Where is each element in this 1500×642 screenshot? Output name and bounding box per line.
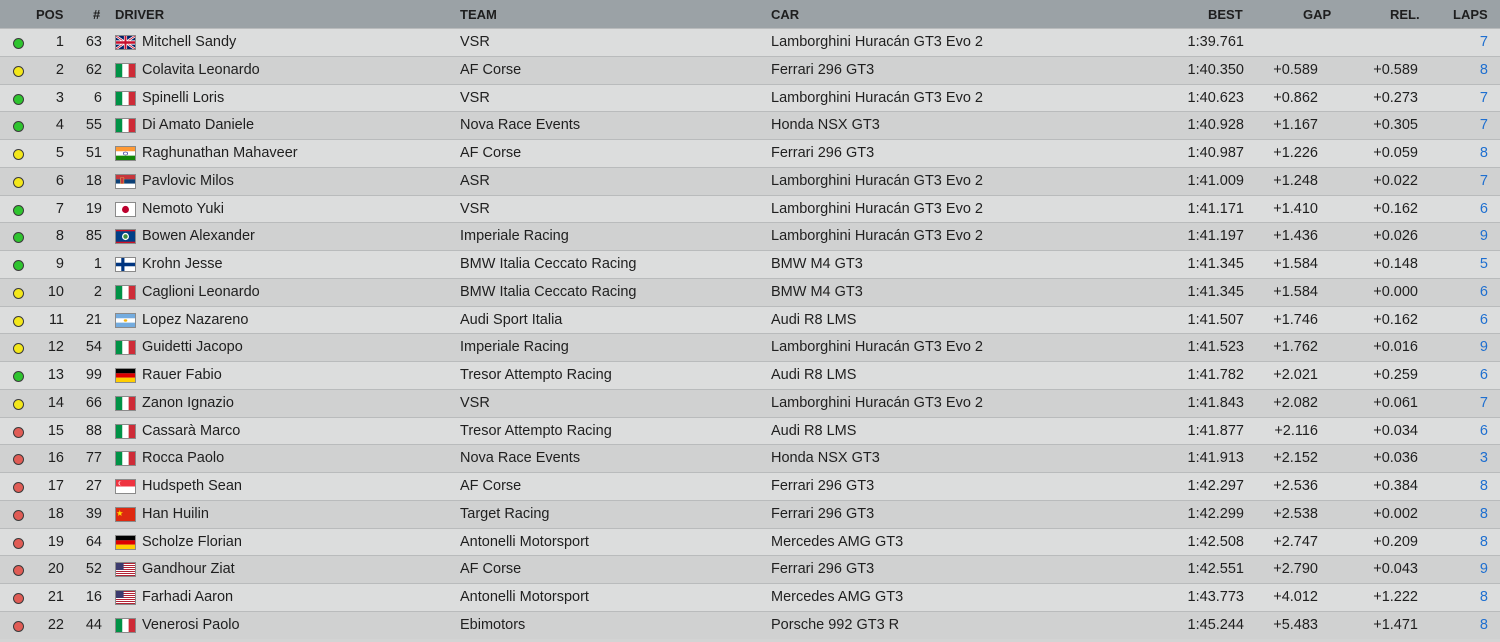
laps[interactable]: 7	[1479, 34, 1488, 50]
car-number: 39	[85, 505, 102, 522]
team-name: AF Corse	[460, 61, 522, 78]
position: 10	[47, 283, 64, 300]
position: 22	[47, 616, 64, 633]
status-dot	[13, 565, 24, 576]
best-lap: 1:42.297	[1187, 478, 1244, 494]
car-number: 99	[85, 367, 102, 383]
team-name: Nova Race Events	[460, 117, 581, 134]
team-name: Ebimotors	[460, 616, 526, 633]
table-row[interactable]	[0, 84, 1500, 112]
relative-gap: +0.148	[1373, 256, 1418, 272]
laps[interactable]: 6	[1479, 422, 1488, 439]
laps[interactable]: 9	[1479, 339, 1488, 356]
position: 17	[47, 478, 64, 494]
header-driver[interactable]: DRIVER	[115, 7, 165, 22]
position: 8	[55, 228, 64, 245]
laps[interactable]: 8	[1479, 145, 1488, 161]
car-number: 1	[93, 256, 102, 272]
best-lap: 1:39.761	[1187, 34, 1244, 50]
best-lap: 1:41.843	[1187, 394, 1244, 411]
status-dot	[13, 205, 24, 216]
relative-gap: +0.034	[1373, 422, 1418, 439]
position: 1	[55, 34, 64, 50]
car-model: Honda NSX GT3	[771, 450, 880, 467]
gap: +1.746	[1273, 311, 1318, 328]
status-dot	[13, 38, 24, 49]
position: 18	[47, 505, 64, 522]
flag-jp-icon	[115, 202, 136, 217]
car-model: Audi R8 LMS	[771, 367, 857, 383]
position: 3	[55, 89, 64, 106]
car-model: Ferrari 296 GT3	[771, 561, 875, 578]
laps[interactable]: 6	[1479, 311, 1488, 328]
laps[interactable]: 7	[1479, 394, 1488, 411]
driver-name: Rauer Fabio	[142, 367, 222, 383]
position: 7	[55, 200, 64, 217]
relative-gap: +0.209	[1373, 533, 1418, 550]
best-lap: 1:40.987	[1187, 145, 1244, 161]
flag-fi-icon	[115, 257, 136, 272]
flag-in-icon	[115, 146, 136, 161]
position: 20	[47, 561, 64, 578]
flag-it-icon	[115, 91, 136, 106]
gap: +1.762	[1273, 339, 1318, 356]
table-row[interactable]	[0, 389, 1500, 417]
driver-name: Bowen Alexander	[142, 228, 255, 245]
position: 5	[55, 145, 64, 161]
relative-gap: +0.059	[1373, 145, 1418, 161]
gap: +1.167	[1273, 117, 1318, 134]
position: 16	[47, 450, 64, 467]
relative-gap: +0.061	[1373, 394, 1418, 411]
car-model: Porsche 992 GT3 R	[771, 616, 900, 633]
flag-it-icon	[115, 396, 136, 411]
laps[interactable]: 6	[1479, 200, 1488, 217]
gap: +2.790	[1273, 561, 1318, 578]
best-lap: 1:40.928	[1187, 117, 1244, 134]
gap: +0.589	[1273, 61, 1318, 78]
driver-name: Pavlovic Milos	[142, 172, 234, 189]
status-dot	[13, 121, 24, 132]
best-lap: 1:41.523	[1187, 339, 1244, 356]
car-model: Mercedes AMG GT3	[771, 533, 904, 550]
relative-gap: +0.036	[1373, 450, 1418, 467]
best-lap: 1:45.244	[1187, 616, 1244, 633]
laps[interactable]: 8	[1479, 61, 1488, 78]
relative-gap: +0.043	[1373, 561, 1418, 578]
relative-gap: +0.589	[1373, 61, 1418, 78]
table-row[interactable]	[0, 167, 1500, 195]
relative-gap: +0.273	[1373, 89, 1418, 106]
gap: +2.082	[1273, 394, 1318, 411]
car-model: BMW M4 GT3	[771, 256, 863, 272]
gap: +2.747	[1273, 533, 1318, 550]
driver-name: Krohn Jesse	[142, 256, 223, 272]
gap: +1.226	[1273, 145, 1318, 161]
table-row[interactable]	[0, 417, 1500, 445]
status-dot	[13, 94, 24, 105]
car-model: Ferrari 296 GT3	[771, 478, 875, 494]
team-name: Audi Sport Italia	[460, 311, 563, 328]
laps[interactable]: 7	[1479, 89, 1488, 106]
driver-name: Lopez Nazareno	[142, 311, 249, 328]
driver-name: Caglioni Leonardo	[142, 283, 260, 300]
flag-it-icon	[115, 618, 136, 633]
car-model: Audi R8 LMS	[771, 422, 857, 439]
position: 12	[47, 339, 64, 356]
position: 21	[47, 589, 64, 605]
best-lap: 1:41.171	[1187, 200, 1244, 217]
flag-bz-icon	[115, 229, 136, 244]
header-rel[interactable]: REL.	[1390, 7, 1420, 22]
relative-gap: +0.162	[1373, 200, 1418, 217]
driver-name: Han Huilin	[142, 505, 209, 522]
relative-gap: +0.002	[1373, 505, 1418, 522]
flag-it-icon	[115, 285, 136, 300]
car-model: BMW M4 GT3	[771, 283, 863, 300]
laps[interactable]: 7	[1479, 117, 1488, 134]
table-row[interactable]	[0, 444, 1500, 472]
position: 4	[55, 117, 64, 134]
position: 2	[55, 61, 64, 78]
best-lap: 1:42.508	[1187, 533, 1244, 550]
team-name: BMW Italia Ceccato Racing	[460, 256, 637, 272]
best-lap: 1:41.877	[1187, 422, 1244, 439]
car-number: 16	[85, 589, 102, 605]
car-number: 88	[85, 422, 102, 439]
team-name: Imperiale Racing	[460, 228, 569, 245]
header-number[interactable]: #	[93, 7, 101, 22]
team-name: Tresor Attempto Racing	[460, 422, 612, 439]
table-row[interactable]	[0, 306, 1500, 334]
car-number: 52	[85, 561, 102, 578]
flag-de-icon	[115, 535, 136, 550]
status-dot	[13, 260, 24, 271]
laps[interactable]: 8	[1479, 533, 1488, 550]
car-number: 55	[85, 117, 102, 134]
header-pos[interactable]: POS	[36, 7, 64, 22]
laps[interactable]: 9	[1479, 561, 1488, 578]
laps[interactable]: 7	[1479, 172, 1488, 189]
laps[interactable]: 6	[1479, 367, 1488, 383]
flag-it-icon	[115, 340, 136, 355]
gap: +2.538	[1273, 505, 1318, 522]
car-model: Ferrari 296 GT3	[771, 145, 875, 161]
car-model: Lamborghini Huracán GT3 Evo 2	[771, 34, 983, 50]
status-dot	[13, 177, 24, 188]
driver-name: Gandhour Ziat	[142, 561, 235, 578]
gap: +2.536	[1273, 478, 1318, 494]
team-name: AF Corse	[460, 561, 522, 578]
status-dot	[13, 621, 24, 632]
table-row[interactable]	[0, 555, 1500, 583]
table-row[interactable]	[0, 195, 1500, 223]
car-number: 19	[85, 200, 102, 217]
position: 15	[47, 422, 64, 439]
flag-it-icon	[115, 424, 136, 439]
team-name: Imperiale Racing	[460, 339, 569, 356]
car-number: 51	[85, 145, 102, 161]
car-number: 18	[85, 172, 102, 189]
car-model: Lamborghini Huracán GT3 Evo 2	[771, 89, 983, 106]
team-name: VSR	[460, 89, 490, 106]
table-row[interactable]	[0, 528, 1500, 556]
flag-ar-icon	[115, 313, 136, 328]
team-name: Target Racing	[460, 505, 550, 522]
position: 14	[47, 394, 64, 411]
gap: +1.248	[1273, 172, 1318, 189]
team-name: VSR	[460, 394, 490, 411]
best-lap: 1:42.299	[1187, 505, 1244, 522]
header-laps[interactable]: LAPS	[1453, 7, 1488, 22]
header-best[interactable]: BEST	[1208, 7, 1243, 22]
laps[interactable]: 6	[1479, 283, 1488, 300]
table-row[interactable]	[0, 333, 1500, 361]
laps[interactable]: 3	[1479, 450, 1488, 467]
driver-name: Zanon Ignazio	[142, 394, 234, 411]
driver-name: Mitchell Sandy	[142, 34, 237, 50]
best-lap: 1:41.345	[1187, 283, 1244, 300]
relative-gap: +0.026	[1373, 228, 1418, 245]
driver-name: Raghunathan Mahaveer	[142, 145, 298, 161]
header-team[interactable]: TEAM	[460, 7, 497, 22]
status-dot	[13, 427, 24, 438]
car-model: Honda NSX GT3	[771, 117, 880, 134]
position: 19	[47, 533, 64, 550]
table-row[interactable]	[0, 139, 1500, 167]
relative-gap: +1.471	[1373, 616, 1418, 633]
car-number: 27	[85, 478, 102, 494]
driver-name: Farhadi Aaron	[142, 589, 234, 605]
status-dot	[13, 538, 24, 549]
table-row[interactable]	[0, 111, 1500, 139]
team-name: ASR	[460, 172, 490, 189]
best-lap: 1:41.913	[1187, 450, 1244, 467]
best-lap: 1:40.350	[1187, 61, 1244, 78]
gap: +1.436	[1273, 228, 1318, 245]
car-model: Ferrari 296 GT3	[771, 61, 875, 78]
flag-de-icon	[115, 368, 136, 383]
team-name: BMW Italia Ceccato Racing	[460, 283, 637, 300]
position: 9	[55, 256, 64, 272]
status-dot	[13, 343, 24, 354]
status-dot	[13, 288, 24, 299]
best-lap: 1:42.551	[1187, 561, 1244, 578]
status-dot	[13, 66, 24, 77]
car-number: 77	[85, 450, 102, 467]
best-lap: 1:41.345	[1187, 256, 1244, 272]
gap: +2.021	[1273, 367, 1318, 383]
laps[interactable]: 8	[1479, 478, 1488, 494]
team-name: VSR	[460, 34, 490, 50]
car-number: 85	[85, 228, 102, 245]
table-row[interactable]	[0, 278, 1500, 306]
table-row[interactable]	[0, 28, 1500, 56]
status-dot	[13, 454, 24, 465]
flag-sg-icon	[115, 479, 136, 494]
driver-name: Colavita Leonardo	[142, 61, 260, 78]
table-row[interactable]	[0, 583, 1500, 611]
table-row[interactable]	[0, 472, 1500, 500]
car-model: Lamborghini Huracán GT3 Evo 2	[771, 172, 983, 189]
driver-name: Cassarà Marco	[142, 422, 241, 439]
table-row[interactable]	[0, 500, 1500, 528]
flag-rs-icon	[115, 174, 136, 189]
driver-name: Venerosi Paolo	[142, 616, 240, 633]
driver-name: Scholze Florian	[142, 533, 242, 550]
car-number: 62	[85, 61, 102, 78]
team-name: VSR	[460, 200, 490, 217]
gap: +0.862	[1273, 89, 1318, 106]
best-lap: 1:41.507	[1187, 311, 1244, 328]
car-number: 63	[85, 34, 102, 50]
table-row[interactable]	[0, 611, 1500, 639]
best-lap: 1:43.773	[1187, 589, 1244, 605]
driver-name: Di Amato Daniele	[142, 117, 255, 134]
flag-it-icon	[115, 63, 136, 78]
position: 13	[47, 367, 64, 383]
flag-gb-icon	[115, 35, 136, 50]
flag-it-icon	[115, 451, 136, 466]
car-number: 21	[85, 311, 102, 328]
car-number: 2	[93, 283, 102, 300]
driver-name: Rocca Paolo	[142, 450, 225, 467]
relative-gap: +0.259	[1373, 367, 1418, 383]
laps[interactable]: 9	[1479, 228, 1488, 245]
team-name: Antonelli Motorsport	[460, 533, 589, 550]
car-model: Lamborghini Huracán GT3 Evo 2	[771, 228, 983, 245]
flag-cn-icon	[115, 507, 136, 522]
relative-gap: +0.022	[1373, 172, 1418, 189]
relative-gap: +0.162	[1373, 311, 1418, 328]
best-lap: 1:41.782	[1187, 367, 1244, 383]
driver-name: Nemoto Yuki	[142, 200, 224, 217]
car-model: Audi R8 LMS	[771, 311, 857, 328]
relative-gap: +0.000	[1373, 283, 1418, 300]
car-model: Lamborghini Huracán GT3 Evo 2	[771, 394, 983, 411]
table-header	[0, 0, 1500, 28]
laps[interactable]: 8	[1479, 505, 1488, 522]
car-number: 54	[85, 339, 102, 356]
laps[interactable]: 5	[1479, 256, 1488, 272]
relative-gap: +1.222	[1373, 589, 1418, 605]
table-row[interactable]	[0, 56, 1500, 84]
gap: +5.483	[1273, 616, 1318, 633]
header-car[interactable]: CAR	[771, 7, 800, 22]
status-dot	[13, 149, 24, 160]
team-name: Tresor Attempto Racing	[460, 367, 612, 383]
team-name: Nova Race Events	[460, 450, 581, 467]
flag-us-icon	[115, 590, 136, 605]
status-dot	[13, 316, 24, 327]
driver-name: Spinelli Loris	[142, 89, 225, 106]
car-number: 44	[85, 616, 102, 633]
relative-gap: +0.016	[1373, 339, 1418, 356]
gap: +4.012	[1273, 589, 1318, 605]
position: 11	[48, 311, 64, 328]
relative-gap: +0.305	[1373, 117, 1418, 134]
driver-name: Guidetti Jacopo	[142, 339, 243, 356]
best-lap: 1:41.009	[1187, 172, 1244, 189]
relative-gap: +0.384	[1373, 478, 1418, 494]
car-model: Ferrari 296 GT3	[771, 505, 875, 522]
status-dot	[13, 482, 24, 493]
car-number: 66	[85, 394, 102, 411]
car-model: Lamborghini Huracán GT3 Evo 2	[771, 200, 983, 217]
standings-list	[0, 28, 1500, 639]
team-name: AF Corse	[460, 478, 522, 494]
car-model: Mercedes AMG GT3	[771, 589, 904, 605]
gap: +1.410	[1273, 200, 1318, 217]
gap: +1.584	[1273, 283, 1318, 300]
best-lap: 1:41.197	[1187, 228, 1244, 245]
car-model: Lamborghini Huracán GT3 Evo 2	[771, 339, 983, 356]
laps[interactable]: 8	[1479, 589, 1488, 605]
team-name: AF Corse	[460, 145, 522, 161]
flag-it-icon	[115, 118, 136, 133]
best-lap: 1:40.623	[1187, 89, 1244, 106]
flag-us-icon	[115, 562, 136, 577]
table-row[interactable]	[0, 361, 1500, 389]
laps[interactable]: 8	[1479, 616, 1488, 633]
gap: +1.584	[1273, 256, 1318, 272]
driver-name: Hudspeth Sean	[142, 478, 242, 494]
status-dot	[13, 232, 24, 243]
gap: +2.116	[1274, 422, 1318, 439]
car-number: 6	[93, 89, 102, 106]
status-dot	[13, 593, 24, 604]
table-row[interactable]	[0, 222, 1500, 250]
status-dot	[13, 510, 24, 521]
table-row[interactable]	[0, 250, 1500, 278]
header-gap[interactable]: GAP	[1303, 7, 1332, 22]
gap: +2.152	[1273, 450, 1318, 467]
status-dot	[13, 399, 24, 410]
position: 6	[55, 172, 64, 189]
team-name: Antonelli Motorsport	[460, 589, 589, 605]
status-dot	[13, 371, 24, 382]
car-number: 64	[85, 533, 102, 550]
